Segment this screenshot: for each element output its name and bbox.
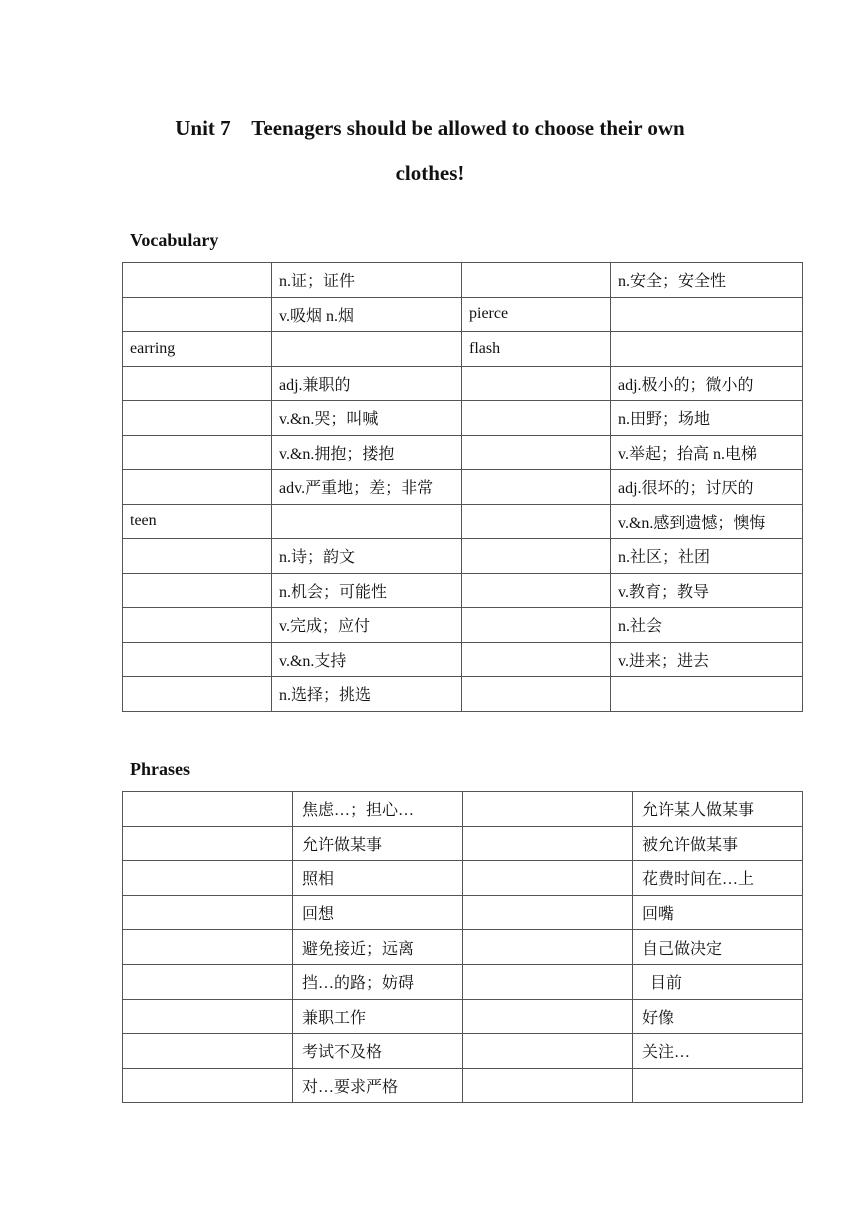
phrase-meaning-cell: 好像 [633, 999, 803, 1034]
phrase-english-cell [123, 861, 293, 896]
phrase-english-cell [123, 964, 293, 999]
phrases-row [123, 930, 803, 965]
vocabulary-word-cell [462, 435, 611, 470]
vocabulary-meaning-cell [611, 677, 803, 712]
phrase-meaning-cell: 目前 [633, 964, 803, 999]
vocabulary-word-cell [123, 297, 272, 332]
phrase-meaning-cell: 焦虑…；担心… [293, 792, 463, 827]
phrase-meaning-cell: 对…要求严格 [293, 1068, 463, 1103]
vocabulary-word-cell [462, 539, 611, 574]
vocabulary-row [123, 263, 803, 298]
vocabulary-word-cell [462, 504, 611, 539]
phrase-english-cell [463, 999, 633, 1034]
phrase-english-cell [463, 1068, 633, 1103]
vocabulary-word-cell [462, 642, 611, 677]
vocabulary-meaning-cell: v.&n.感到遗憾；懊悔 [611, 504, 803, 539]
vocabulary-meaning-cell: adj.极小的；微小的 [611, 366, 803, 401]
vocabulary-row [123, 642, 803, 677]
vocabulary-word-cell: earring [123, 332, 272, 367]
phrases-row [123, 826, 803, 861]
phrase-meaning-cell: 被允许做某事 [633, 826, 803, 861]
vocabulary-meaning-cell: adj.兼职的 [272, 366, 462, 401]
phrase-meaning-cell: 关注… [633, 1034, 803, 1069]
vocabulary-word-cell [462, 677, 611, 712]
phrase-english-cell [123, 895, 293, 930]
vocabulary-word-cell: flash [462, 332, 611, 367]
vocabulary-row [123, 677, 803, 712]
phrase-english-cell [123, 826, 293, 861]
phrase-meaning-cell: 考试不及格 [293, 1034, 463, 1069]
vocabulary-word-cell [462, 608, 611, 643]
vocabulary-word-cell: pierce [462, 297, 611, 332]
phrases-row [123, 792, 803, 827]
vocabulary-meaning-cell: v.吸烟 n.烟 [272, 297, 462, 332]
vocabulary-word-cell [123, 573, 272, 608]
phrase-english-cell [123, 999, 293, 1034]
phrase-meaning-cell: 自己做决定 [633, 930, 803, 965]
vocabulary-meaning-cell: n.社会 [611, 608, 803, 643]
vocabulary-word-cell [123, 539, 272, 574]
phrase-english-cell [123, 1068, 293, 1103]
phrase-meaning-cell: 挡…的路；妨碍 [293, 964, 463, 999]
phrase-english-cell [123, 1034, 293, 1069]
phrase-english-cell [463, 930, 633, 965]
vocabulary-row [123, 435, 803, 470]
vocabulary-meaning-cell [611, 332, 803, 367]
page-title-line-2: clothes! [395, 161, 465, 185]
vocabulary-meaning-cell: v.&n.拥抱；搂抱 [272, 435, 462, 470]
vocabulary-meaning-cell: v.&n.哭；叫喊 [272, 401, 462, 436]
vocabulary-meaning-cell: n.证；证件 [272, 263, 462, 298]
phrases-row [123, 861, 803, 896]
vocabulary-meaning-cell: v.进来；进去 [611, 642, 803, 677]
phrase-meaning-cell: 允许做某事 [293, 826, 463, 861]
phrase-meaning-cell [633, 1068, 803, 1103]
phrases-row [123, 1034, 803, 1069]
phrase-meaning-cell: 兼职工作 [293, 999, 463, 1034]
phrase-english-cell [463, 861, 633, 896]
phrase-meaning-cell: 照相 [293, 861, 463, 896]
phrase-english-cell [463, 895, 633, 930]
vocabulary-word-cell [462, 470, 611, 505]
vocabulary-row [123, 297, 803, 332]
phrase-english-cell [463, 1034, 633, 1069]
vocabulary-meaning-cell: n.田野；场地 [611, 401, 803, 436]
vocabulary-row [123, 332, 803, 367]
vocabulary-meaning-cell: n.选择；挑选 [272, 677, 462, 712]
vocabulary-word-cell [123, 401, 272, 436]
vocabulary-row [123, 573, 803, 608]
vocabulary-word-cell [123, 677, 272, 712]
phrase-meaning-cell: 回想 [293, 895, 463, 930]
vocabulary-meaning-cell: adj.很坏的；讨厌的 [611, 470, 803, 505]
vocabulary-meaning-cell: v.教育；教导 [611, 573, 803, 608]
phrase-english-cell [463, 964, 633, 999]
vocabulary-word-cell [123, 642, 272, 677]
vocabulary-row [123, 366, 803, 401]
phrase-english-cell [463, 792, 633, 827]
vocabulary-word-cell [123, 435, 272, 470]
vocabulary-row [123, 401, 803, 436]
vocabulary-row [123, 470, 803, 505]
vocabulary-meaning-cell [611, 297, 803, 332]
vocabulary-meaning-cell: n.机会；可能性 [272, 573, 462, 608]
vocabulary-heading: Vocabulary [130, 230, 219, 250]
vocabulary-meaning-cell: v.&n.支持 [272, 642, 462, 677]
vocabulary-word-cell [123, 608, 272, 643]
vocabulary-word-cell [462, 401, 611, 436]
vocabulary-row [123, 608, 803, 643]
vocabulary-meaning-cell: v.完成；应付 [272, 608, 462, 643]
phrase-english-cell [463, 826, 633, 861]
vocabulary-meaning-cell [272, 332, 462, 367]
vocabulary-table [122, 262, 803, 712]
phrases-heading: Phrases [130, 759, 190, 779]
vocabulary-meaning-cell: n.诗；韵文 [272, 539, 462, 574]
phrases-row [123, 895, 803, 930]
vocabulary-row [123, 504, 803, 539]
phrase-meaning-cell: 允许某人做某事 [633, 792, 803, 827]
vocabulary-meaning-cell: adv.严重地；差；非常 [272, 470, 462, 505]
phrases-row [123, 1068, 803, 1103]
vocabulary-word-cell [123, 366, 272, 401]
phrase-english-cell [123, 792, 293, 827]
vocabulary-row [123, 539, 803, 574]
page-title-line-1: Unit 7 Teenagers should be allowed to choose their own [175, 116, 685, 140]
vocabulary-word-cell: teen [123, 504, 272, 539]
vocabulary-word-cell [123, 263, 272, 298]
phrases-row [123, 999, 803, 1034]
phrases-table [122, 791, 803, 1103]
phrase-meaning-cell: 避免接近；远离 [293, 930, 463, 965]
vocabulary-meaning-cell: n.社区；社团 [611, 539, 803, 574]
vocabulary-word-cell [462, 573, 611, 608]
phrases-row [123, 964, 803, 999]
vocabulary-word-cell [123, 470, 272, 505]
vocabulary-word-cell [462, 263, 611, 298]
vocabulary-meaning-cell: n.安全；安全性 [611, 263, 803, 298]
vocabulary-meaning-cell [272, 504, 462, 539]
phrase-english-cell [123, 930, 293, 965]
vocabulary-word-cell [462, 366, 611, 401]
phrase-meaning-cell: 回嘴 [633, 895, 803, 930]
phrase-meaning-cell: 花费时间在…上 [633, 861, 803, 896]
vocabulary-meaning-cell: v.举起；抬高 n.电梯 [611, 435, 803, 470]
